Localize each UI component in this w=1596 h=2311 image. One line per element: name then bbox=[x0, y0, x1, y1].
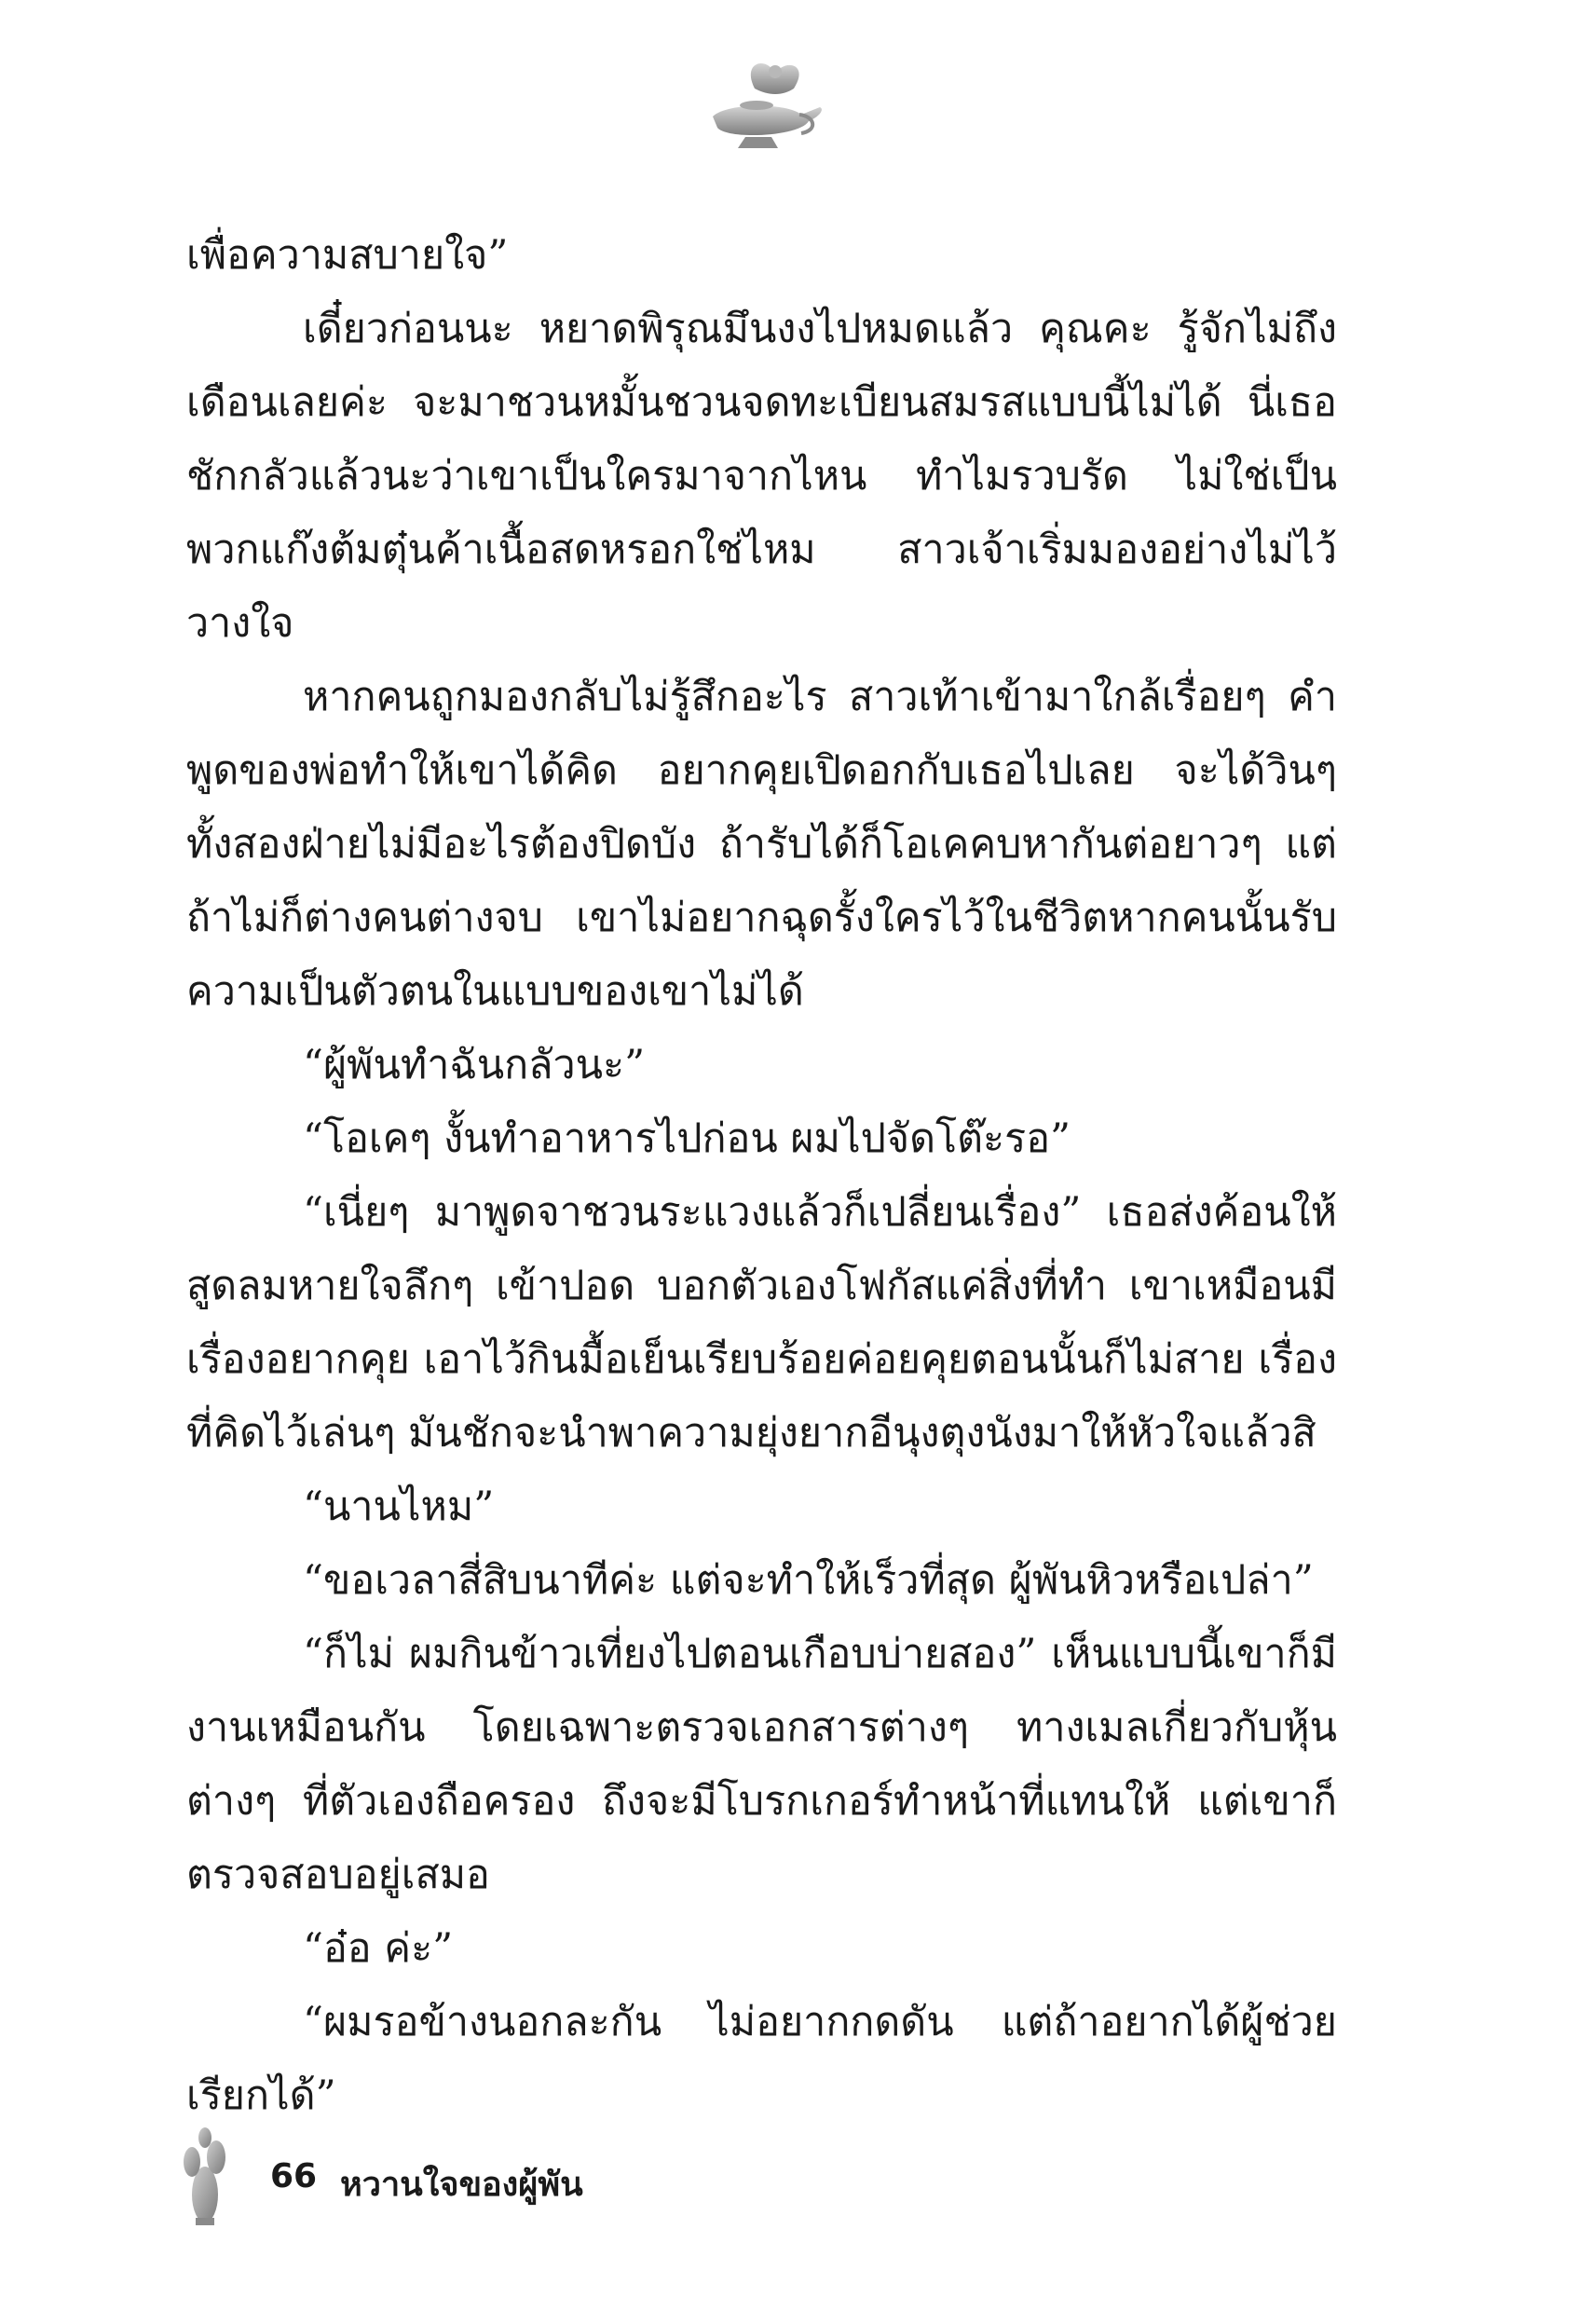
lamp-angel-ornament-icon bbox=[689, 51, 829, 154]
page-footer bbox=[177, 2125, 829, 2227]
paragraph: “โอเคๆ งั้นทำอาหารไปก่อน ผมไปจัดโต๊ะรอ” bbox=[303, 1115, 1071, 1162]
book-title: หวานใจของผู้พัน bbox=[340, 2166, 583, 2204]
story-text bbox=[186, 219, 1337, 2133]
paragraph: “ผู้พันทำฉันกลัวนะ” bbox=[303, 1042, 646, 1088]
paragraph: “เนี่ยๆ มาพูดจาชวนระแวงแล้วก็เปลี่ยนเรื่อง” เธอส่งค้อนให้ สูดลมหายใจลึกๆ เข้าปอด บอกตัวเองโฟกัสแค่สิ่งที่ทำ เขาเหมือนมีเรื่องอยากคุย เอาไว้กินมื้อเย็นเรียบร้อยค่อยคุยตอนนั้นก็ไม่สาย เรื่องที่คิดไว้เล่นๆ มันชักจะนำพาความยุ่งยากอีนุงตุงนังมาให้หัวใจแล้วสิ bbox=[186, 1189, 1337, 1456]
page-number: 66 bbox=[270, 2157, 318, 2195]
paragraph: “นานไหม” bbox=[303, 1484, 495, 1530]
paragraph: “ก็ไม่ ผมกินข้าวเที่ยงไปตอนเกือบบ่ายสอง” เห็นแบบนี้เขาก็มีงานเหมือนกัน โดยเฉพาะตรวจเอกสารต่างๆ ทางเมลเกี่ยวกับหุ้นต่างๆ ที่ตัวเองถือครอง ถึงจะมีโบรกเกอร์ทำหน้าที่แทนให้ แต่เขาก็ตรวจสอบอยู่เสมอ bbox=[186, 1631, 1337, 1898]
paragraph: เพื่อความสบายใจ” bbox=[186, 232, 509, 279]
paragraph: “ขอเวลาสี่สิบนาทีค่ะ แต่จะทำให้เร็วที่สุด ผู้พันหิวหรือเปล่า” bbox=[303, 1557, 1314, 1604]
cactus-icon bbox=[177, 2125, 233, 2227]
paragraph: “ผมรอข้างนอกละกัน ไม่อยากกดดัน แต่ถ้าอยากได้ผู้ช่วยเรียกได้” bbox=[186, 1999, 1337, 2119]
paragraph: หากคนถูกมองกลับไม่รู้สึกอะไร สาวเท้าเข้ามาใกล้เรื่อยๆ คำพูดของพ่อทำให้เขาได้คิด อยากคุยเปิดอกกับเธอไปเลย จะได้วินๆ ทั้งสองฝ่ายไม่มีอะไรต้องปิดบัง ถ้ารับได้ก็โอเคคบหากันต่อยาวๆ แต่ถ้าไม่ก็ต่างคนต่างจบ เขาไม่อยากฉุดรั้งใครไว้ในชีวิตหากคนนั้นรับความเป็นตัวตนในแบบของเขาไม่ได้ bbox=[186, 674, 1337, 1015]
paragraph: “อ๋อ ค่ะ” bbox=[303, 1925, 454, 1972]
paragraph: เดี๋ยวก่อนนะ หยาดพิรุณมึนงงไปหมดแล้ว คุณคะ รู้จักไม่ถึงเดือนเลยค่ะ จะมาชวนหมั้นชวนจดทะเบียนสมรสแบบนี้ไม่ได้ นี่เธอชักกลัวแล้วนะว่าเขาเป็นใครมาจากไหน ทำไมรวบรัด ไม่ใช่เป็นพวกแก๊งต้มตุ๋นค้าเนื้อสดหรอกใช่ไหม สาวเจ้าเริ่มมองอย่างไม่ไว้วางใจ bbox=[186, 306, 1337, 647]
